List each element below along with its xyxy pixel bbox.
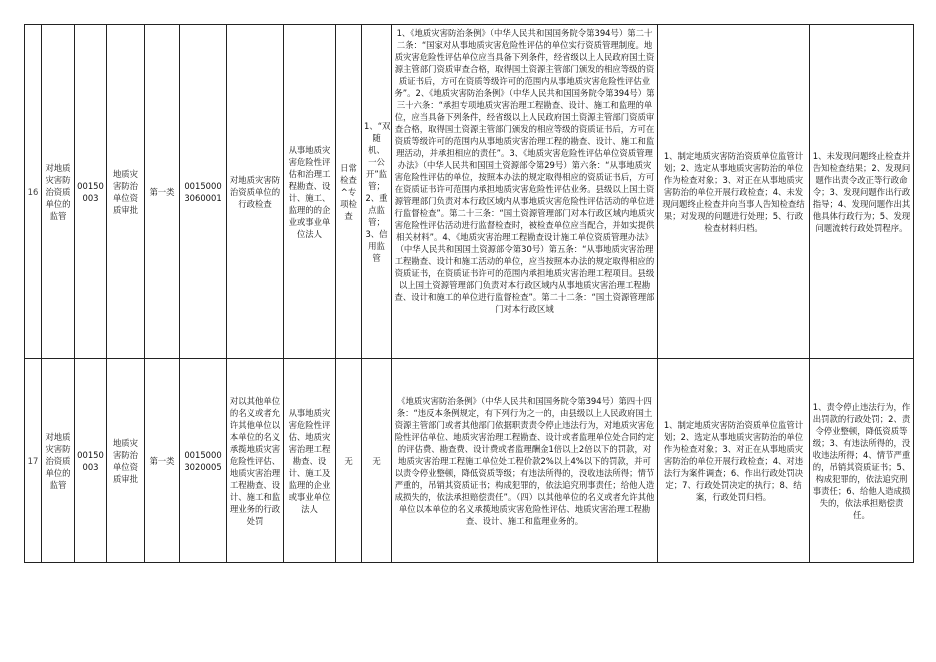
legal-basis: 《地质灾害防治条例》（中华人民共和国国务院令第394号）第四十四条：“违反本条例规定，有下列行为之一的，由县级以上人民政府国土资源主管部门或者其他部门依据职责责令停止违法行为，对地质灾害危险性评估单位、地质灾害治理工程勘查、设计或者监理单位处合同约定的评估费、勘查费、设计费或者监理酬金1倍以上2倍以下的罚款，对地质灾害治理工程施工单位处工程价款2%以上4%以下的罚款，并可以责令停业整顿，降低资质等级；有违法所得的，没收违法所得；情节严重的，吊销其资质证书；构成犯罪的，依法追究刑事责任；给他人造成损失的，依法承担赔偿责任”。（四）以其他单位的名义或者允许其他单位以本单位的名义承揽地质灾害危险性评估、地质灾害治理工程勘查、设计、施工和监理业务的。 — [394, 395, 655, 526]
legal-basis-cell — [392, 359, 658, 563]
check-mode: 无 — [362, 359, 392, 563]
check-object: 从事地质灾害危险性评估、地质灾害治理工程勘查、设计、施工及监理的企业或事业单位法人 — [284, 359, 336, 563]
table-row — [25, 359, 914, 563]
legal-basis: 1、《地质灾害防治条例》（中华人民共和国国务院令第394号）第二十二条：“国家对从事地质灾害危险性评估的单位实行资质管理制度。地质灾害危险性评估单位应当具备下列条件，经省级以上人民政府国土资源主管部门资质审查合格，取得国土资源主管部门颁发的相应等级的资质证书后，方可在资质等级许可的范围内从事地质灾害危险性评估业务”。2、《地质灾害防治条例》（中华人民共和国国务院令第394号）第三十六条：“承担专项地质灾害治理工程勘查、设计、施工和监理的单位，应当具备下列条件，经省级以上人民政府国土资源主管部门资质审查合格，取得国土资源主管部门颁发的相应等级的资质证书后，方可在资质等级许可的范围内从事地质灾害治理工程的勘查、设计、施工和监理活动，并承担相应的责任”。3、《地质灾害危险性评估单位资质管理办法》（中华人民共和国国土资源部令第29号）第六条：“从事地质灾害危险性评估的单位，按照本办法的规定取得相应的资质证书后，方可在资质证书许可范围内承担地质灾害危险性评估业务。县级以上国土资源管理部门负责对本行政区域内从事地质灾害危险性评估活动的单位进行监督检查”。第二十三条：“国土资源管理部门对本行政区域内地质灾害危险性评估活动进行监督检查时，被检查单位应当配合，并如实提供相关材料”。4、《地质灾害治理工程勘查设计施工单位资质管理办法》（中华人民共和国国土资源部令第30号）第五条：“从事地质灾害治理工程勘查、设计和施工活动的单位，应当按照本办法的规定取得相应的资质证书，在资质证书许可的范围内承担地质灾害治理工程项目。县级以上国土资源管理部门负责对本行政区域内从事地质灾害治理工程勘查、设计和施工的单位进行监督检查”。第二十二条：“国土资源管理部门对本行政区域 — [394, 27, 655, 314]
check-item: 对以其他单位的名义或者允许其他单位以本单位的名义承揽地质灾害危险性评估、地质灾害治理工程勘查、设计、施工和监理业务的行政处罚 — [227, 359, 284, 563]
check-mode: 1、“双随机、一公开”监管；2、重点监管；3、信用监管 — [362, 25, 392, 359]
sub-item: 地质灾害防治单位资质审批 — [107, 25, 145, 359]
check-code: 00150003020005 — [180, 359, 227, 563]
check-object: 从事地质灾害危险性评估和治理工程勘查、设计、施工、监理的的企业或事业单位法人 — [284, 25, 336, 359]
procedure: 1、制定地质灾害防治资质单位监管计划；2、选定从事地质灾害防治的单位作为检查对象；3、对正在从事地质灾害防治的单位开展行政检查；4、未发现问题终止检查并向当事人告知检查结果；对发现的问题进行处理；5、行政检查材料归档。 — [658, 25, 810, 359]
procedure: 1、制定地质灾害防治资质单位监管计划；2、选定从事地质灾害防治的单位作为检查对象；3、对正在从事地质灾害防治的单位开展行政检查；4、对违法行为案件调查；6、作出行政处罚决定；7、行政处罚决定的执行；8、结案，行政处罚归档。 — [658, 359, 810, 563]
item-name: 对地质灾害防治资质单位的监管 — [42, 359, 75, 563]
sub-item: 地质灾害防治单位资质审批 — [107, 359, 145, 563]
check-method: 日常检查^专项检查 — [336, 25, 362, 359]
check-code: 00150003060001 — [180, 25, 227, 359]
item-name: 对地质灾害防治资质单位的监管 — [42, 25, 75, 359]
handling: 1、未发现问题终止检查并告知检查结果；2、发现问题作出责令改正等行政命令；3、发现问题作出行政指导；4、发现问题作出其他具体行政行为；5、发现问题流转行政处罚程序。 — [810, 25, 914, 359]
legal-basis-cell — [392, 25, 658, 359]
item-code: 00150003 — [75, 359, 107, 563]
handling: 1、责令停止违法行为，作出罚款的行政处罚；2、责令停业整顿，降低资质等级；3、有违法所得的，没收违法所得；4、情节严重的，吊销其资质证书；5、构成犯罪的，依法追究刑事责任；6、给他人造成损失的，依法承担赔偿责任。 — [810, 359, 914, 563]
category: 第一类 — [145, 25, 180, 359]
row-index: 16 — [25, 25, 42, 359]
check-method: 无 — [336, 359, 362, 563]
table-row — [25, 25, 914, 359]
check-item: 对地质灾害防治资质单位的行政检查 — [227, 25, 284, 359]
supervision-table — [24, 24, 914, 563]
category: 第一类 — [145, 359, 180, 563]
item-code: 00150003 — [75, 25, 107, 359]
row-index: 17 — [25, 359, 42, 563]
